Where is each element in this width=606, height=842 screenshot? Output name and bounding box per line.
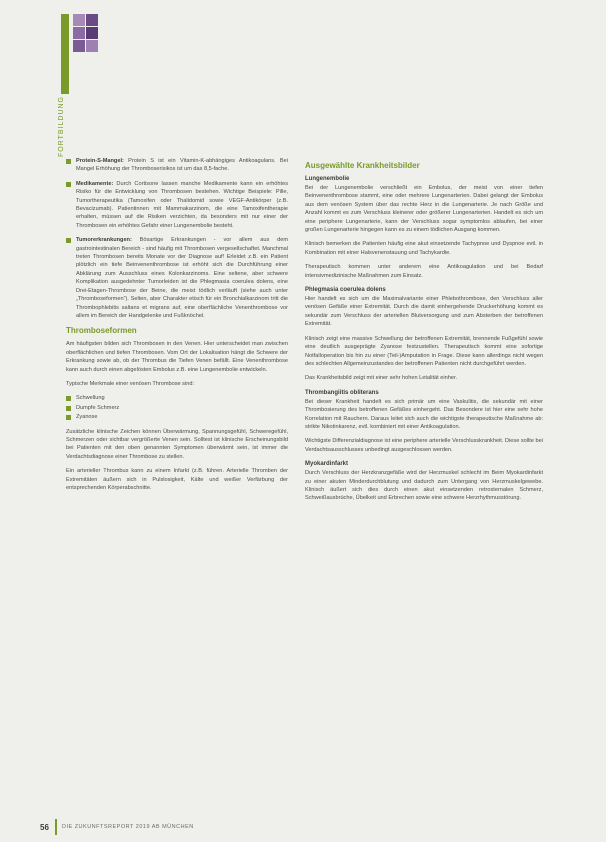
list-item-text: Zyanose	[76, 414, 98, 421]
heading-thromboseformen: Thromboseformen	[66, 326, 137, 336]
list-item	[66, 413, 288, 421]
decorative-image-strip	[73, 14, 99, 53]
paragraph: Durch Verschluss der Herzkranzgefäße wird der Herzmuskel schlecht im Beim Myokardinfarkt zu einer akuten Minderdurchblutung und dadurch zum Untergang von Herzmuskelgewebe. Klinisch äußert sich dies durch einen akut einsetzenden retrosternalen Schmerz, Schweißausbrüche, Übelkeit und Erbrechen sowie eine schwere Herzrhythmusstörung.	[305, 470, 543, 502]
paragraph-typical: Typische Merkmale einer venösen Thrombose sind:	[66, 380, 194, 387]
subheading-thrombangiitis: Thrombangiitis obliterans	[305, 389, 379, 396]
paragraph: Bei dieser Krankheit handelt es sich primär um eine Vaskulitis, die sekundär mit einer Thrombosierung des betroffenen Gefäßes einhergeht. Das Besondere ist hier eine sehr hohe Korrelation mit Rauchern. Daraus leitet sich auch die wichtigste therapeutische Maßnahme ab: strikte Nikotinkarenz, evtl. kombiniert mit einer Antikoagulation.	[305, 398, 543, 430]
bullet-square-icon	[66, 415, 71, 420]
symptom-list	[66, 394, 288, 421]
list-item-text: Schwellung	[76, 395, 105, 402]
paragraph-forms: Am häufigsten bilden sich Thrombosen in den Venen. Hier unterscheidet man zwischen oberflächlichen und tiefen Thrombosen. Vom Ort der Lokalisation hängt die Schwere der Erkrankung sowie ab, ob der Thrombus die Tiefen Venen befällt. Eine Venenthrombose kann auch durch einen abgelösten Embolus z.B. eine Lungenembolie entwickeln.	[66, 341, 288, 373]
subheading-lungenembolie: Lungenembolie	[305, 176, 350, 182]
paragraph: Hier handelt es sich um die Maximalvariante einer Phlebothrombose, den Verschluss aller venösen Gefäße einer Extremität. Durch die damit einhergehende Druckerhöhung kommt es sekundär zum Verschluss der arteriellen Blutversorgung und zum Absterben der betroffenen Extremität.	[305, 296, 543, 328]
bullet-square-icon	[66, 159, 71, 164]
section-tab-label: FORTBILDUNG	[58, 96, 65, 158]
bullet-text: Bösartige Erkrankungen - vor allem aus dem gastrointestinalen Bereich - sind häufig mit Thrombosen vergesellschaftet. Manchmal treten Thrombosen bereits Monate vor der Diagnose auf! Erleidet z.B. ein Patient plötzlich ein tiefe Beinvenenthrombose ist erhöht sich die Durchführung einer Abklärung zum Ausschluss eines Kolonkarzinoms. Eine seltene, aber schwere Komplikation ausgedehnter Tumorleiden ist die Phlegmasia coerulea dolens, eine Drei-Etagen-Thrombose der Beine, die meist tödlich verläuft (siehe auch unter „Thromboseformen“). Selten, aber Charakter etisch für ein Bronchialkarzinom tritt die Thrombophlebitis saltans et migrans auf, eine oberflächliche Venenthrombose vor allem im Bereich der Handgelenke und Fußknöchel.	[76, 237, 288, 319]
bullet-protein-s	[66, 157, 288, 174]
list-item	[66, 394, 288, 402]
paragraph: Das Krankheitsbild zeigt mit einer sehr hohen Letalität einher.	[305, 375, 458, 382]
left-column	[66, 157, 288, 498]
bullet-square-icon	[66, 406, 71, 411]
bullet-text: Protein S ist ein Vitamin-K-abhängiges Antikoagulans. Bei Mangel Erhöhung der Thromboserisikos ist um das 8,5-fache.	[76, 158, 288, 173]
heading-krankheitsbilder: Ausgewählte Krankheitsbilder	[305, 161, 420, 170]
bullet-square-icon	[66, 182, 71, 187]
bullet-term: Tumorerkrankungen:	[76, 237, 132, 244]
paragraph: Bei der Lungenembolie verschließt ein Embolus, der meist von einer tiefen Beinvenenthrombose stammt, eine oder mehrere Lungenarterien. Dabei gelangt der Embolus aus dem venösen System über das rechte Herz in die Lungenarterie. Je nach Größe und Anzahl kommt es zum Verschluss kleinerer oder größerer Lungenarterien. Handelt es sich um eine periphere Lungenarterie, kann der Verschluss sogar symptomlos ablaufen, bei einer großen Lungenarterie hingegen kann es zu einem tödlichen Ausgang kommen.	[305, 185, 543, 234]
section-tab-bar	[61, 14, 69, 94]
list-item	[66, 404, 288, 412]
thumbnail-image	[86, 27, 98, 39]
thumbnail-image	[86, 14, 98, 26]
paragraph: Klinisch bemerken die Patienten häufig eine akut einsetzende Tachypnoe und Dyspnoe evtl. in Kombination mit einer Halsvenenstauung und Tachykardie.	[305, 241, 543, 256]
footer-publication: DIE ZUKUNFTSREPORT 2019 AB MÜNCHEN	[62, 824, 194, 830]
paragraph-additional-signs: Zusätzliche klinische Zeichen können Überwärmung, Spannungsgefühl, Schweregefühl, Schmerzen oder sichtbar vergrößerte Venen sein. Solltest ist klinische Erscheinungsbild bei Patienten mit den oben genannten Symptomen überwärmt sein, ist immer die Verdachtsdiagnose einer Thrombose zu stellen.	[66, 428, 288, 460]
bullet-medikamente	[66, 180, 288, 230]
footer-divider	[55, 819, 57, 835]
paragraph: Therapeutisch kommen unter anderem eine Antikoagulation und bei Bedarf intensivmedizinische Maßnahmen zum Einsatz.	[305, 264, 543, 279]
page-number: 56	[40, 823, 49, 832]
thumbnail-image	[73, 27, 85, 39]
subheading-phlegmasia: Phlegmasia coerulea dolens	[305, 287, 386, 294]
right-column	[305, 157, 543, 509]
bullet-tumorerkrankungen	[66, 236, 288, 320]
paragraph: Wichtigste Differenzialdiagnose ist eine periphere arterielle Verschlusskrankheit. Diese sollte bei Verdachtsausschlusses unbedingt ausgeschlossen werden.	[305, 438, 543, 453]
bullet-square-icon	[66, 238, 71, 243]
paragraph: Klinisch zeigt eine massive Schwellung der betroffenen Extremität, brennende Fußgefühl sowie eine deutlich ausgeprägte Zyanose festzustellen. Therapeutisch kommt eine sofortige Notfalloperation bis hin zu einer (Teil-)Amputation in Frage. Diese kann allerdings nicht wegen des schlechten Allgemeinzustandes der betroffenen Patienten nicht durchgeführt werden.	[305, 335, 543, 367]
paragraph-arterial: Ein arterieller Thrombus kann zu einem Infarkt (z.B. führen. Arterielle Thromben der Extremitäten äußern sich in Pulslosigkeit, Kälte und weißer Verfärbung der entsprechenden Körperabschnitte.	[66, 468, 288, 491]
thumbnail-image	[86, 40, 98, 52]
bullet-square-icon	[66, 396, 71, 401]
bullet-term: Protein-S-Mangel:	[76, 158, 124, 164]
bullet-term: Medikamente:	[76, 180, 114, 187]
subheading-myokardinfarkt: Myokardinfarkt	[305, 461, 349, 468]
thumbnail-image	[73, 40, 85, 52]
thumbnail-image	[73, 14, 85, 26]
bullet-text: Durch Cortisone lassen manche Medikamente kann ein erhöhtes Risiko für die Entwicklung von Thrombosen bestehen. Wichtige Beispiele: Pille, Tumortherapeutika (Tamoxifen oder Thalidomid sowie VEGF-Antikörper (z.B. Bevacizumab). Patientinnen mit Mammakarzinom, die eine Tamoxifentherapie erhalten, müssen auf die Risiken verzichten, da besonders mit nur einer der Thrombosen ein erhöhtes Gefahr einer Lungenembolie besteht.	[76, 180, 288, 229]
page-footer	[40, 823, 580, 837]
list-item-text: Dumpfe Schmerz	[76, 404, 120, 411]
